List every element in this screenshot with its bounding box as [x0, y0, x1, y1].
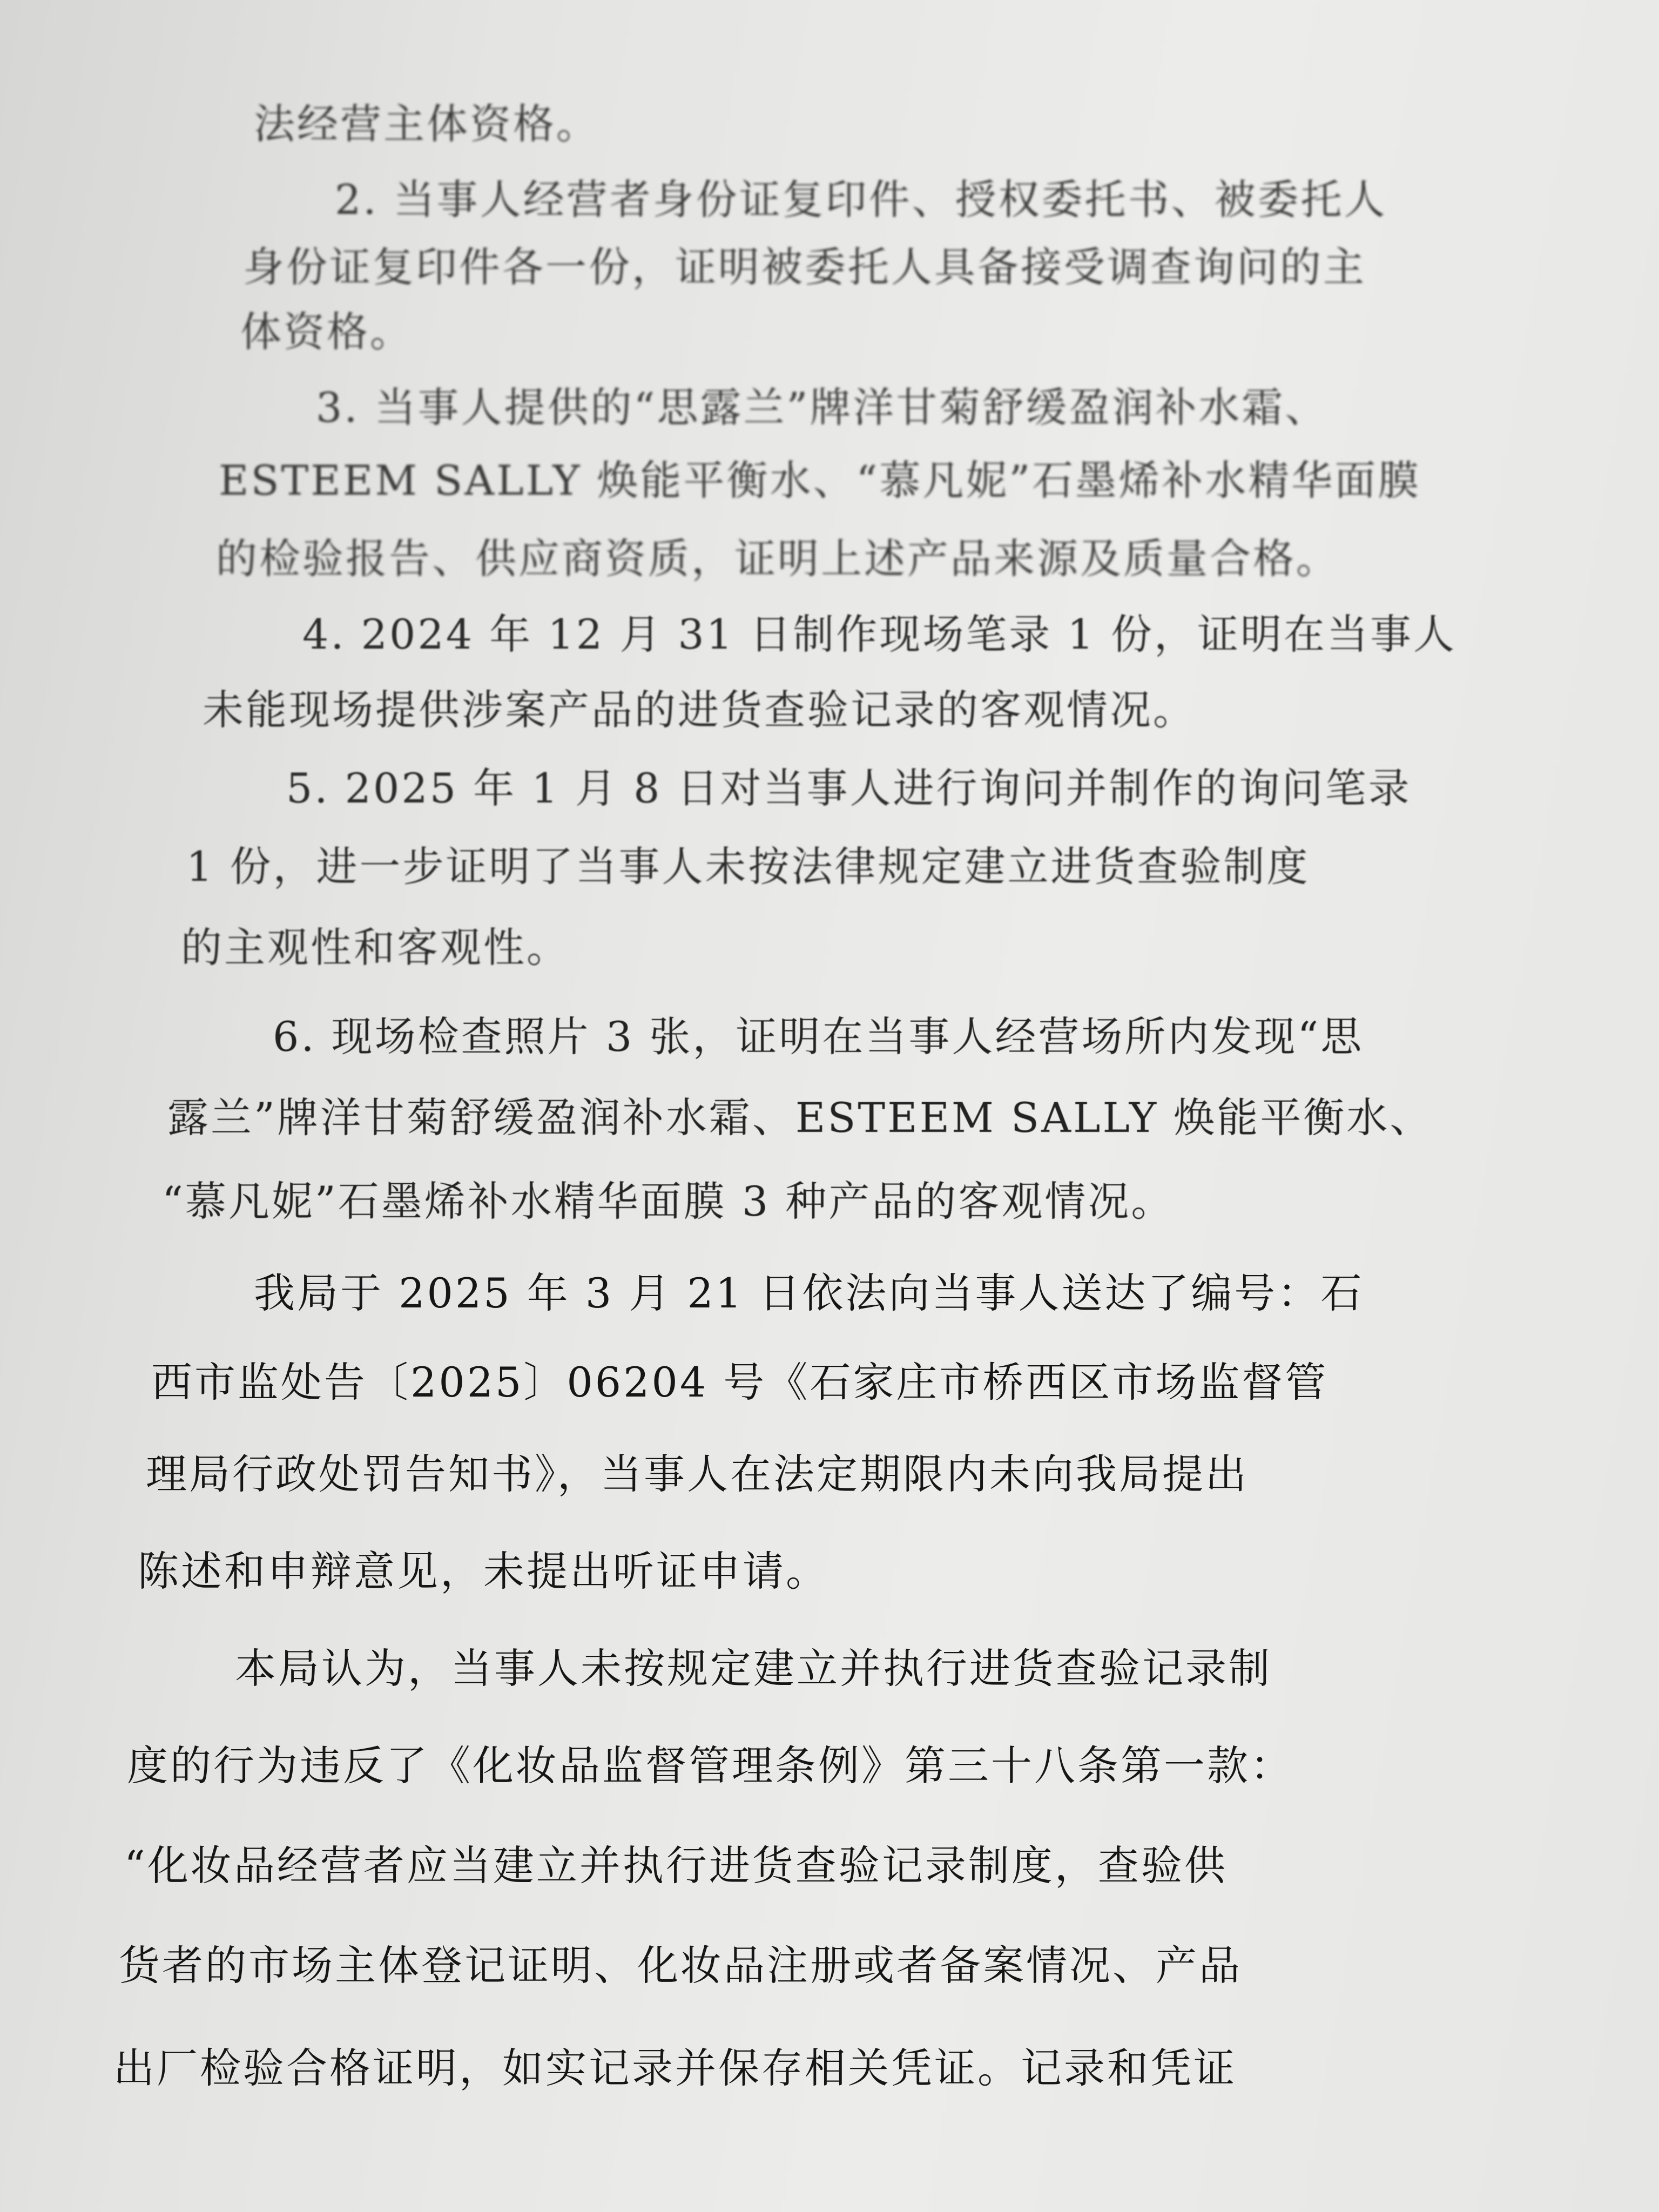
- text-line-6: ESTEEM SALLY 焕能平衡水、“慕凡妮”石墨烯补水精华面膜: [219, 456, 1421, 504]
- text-line-19: 陈述和申辩意见，未提出听证申请。: [138, 1547, 829, 1595]
- text-line-16: 我局于 2025 年 3 月 21 日依法向当事人送达了编号：石: [254, 1269, 1364, 1317]
- text-line-22: “化妆品经营者应当建立并执行进货查验记录制度，查验供: [124, 1842, 1228, 1890]
- text-line-21: 度的行为违反了《化妆品监督管理条例》第三十八条第一款：: [127, 1742, 1293, 1790]
- text-line-20: 本局认为，当事人未按规定建立并执行进货查验记录制: [235, 1644, 1272, 1692]
- text-line-3: 身份证复印件各一份，证明被委托人具备接受调查询问的主: [243, 243, 1366, 291]
- text-line-1: 法经营主体资格。: [254, 100, 599, 148]
- text-line-15: “慕凡妮”石墨烯补水精华面膜 3 种产品的客观情况。: [162, 1177, 1175, 1225]
- text-line-17: 西市监处告〔2025〕06204 号《石家庄市桥西区市场监督管: [151, 1358, 1328, 1406]
- text-line-18: 理局行政处罚告知书》，当事人在法定期限内未向我局提出: [146, 1450, 1249, 1498]
- text-line-12: 的主观性和客观性。: [181, 923, 570, 972]
- text-line-13: 6. 现场检查照片 3 张，证明在当事人经营场所内发现“思: [273, 1013, 1364, 1061]
- text-line-14: 露兰”牌洋甘菊舒缓盈润补水霜、ESTEEM SALLY 焕能平衡水、: [167, 1094, 1433, 1142]
- text-line-10: 5. 2025 年 1 月 8 日对当事人进行询问并制作的询问笔录: [286, 764, 1412, 812]
- text-line-24: 出厂检验合格证明，如实记录并保存相关凭证。记录和凭证: [113, 2044, 1237, 2092]
- text-line-4: 体资格。: [240, 308, 413, 356]
- text-line-23: 货者的市场主体登记证明、化妆品注册或者备案情况、产品: [119, 1941, 1242, 1990]
- text-line-9: 未能现场提供涉案产品的进货查验记录的客观情况。: [203, 686, 1196, 734]
- text-line-8: 4. 2024 年 12 月 31 日制作现场笔录 1 份，证明在当事人: [302, 610, 1456, 658]
- text-line-7: 的检验报告、供应商资质，证明上述产品来源及质量合格。: [216, 535, 1339, 583]
- text-line-11: 1 份，进一步证明了当事人未按法律规定建立进货查验制度: [186, 842, 1310, 891]
- text-line-5: 3. 当事人提供的“思露兰”牌洋甘菊舒缓盈润补水霜、: [316, 383, 1328, 431]
- text-line-2: 2. 当事人经营者身份证复印件、授权委托书、被委托人: [335, 176, 1387, 224]
